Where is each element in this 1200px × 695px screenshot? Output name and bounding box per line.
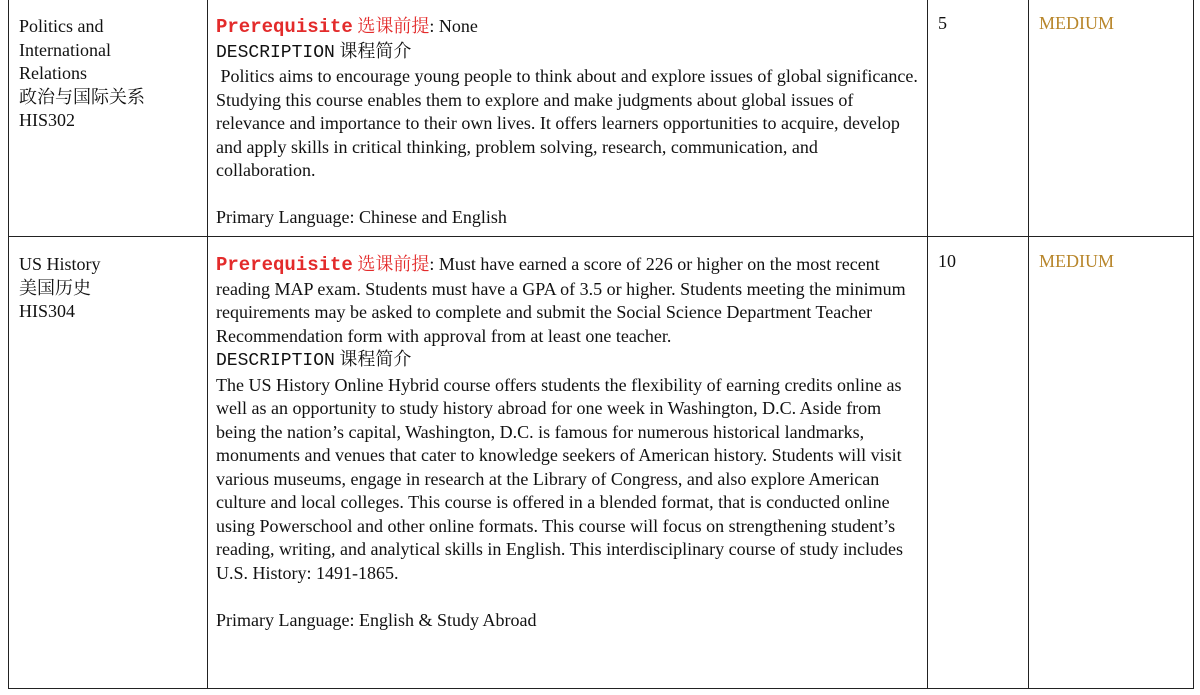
description-text: The US History Online Hybrid course offers students the flexibility of earning credits online as well as an opportunity to study history abroad for one week in Washington, D.C. Aside from being the nation’s capital, Washington, D.C. is famous for numerous historical landmarks, monuments and venues that cater to knowledge seekers of American history. Students will visit various museums, engage in research at the Library of Congress, and also explore American culture and local colleges. This course is offered in a blended format, that is conducted online using Powerschool and other online formats. This course will focus on strengthening student’s reading, writing, and analytical skills in English. This interdisciplinary course of study includes U.S. History: 1491-1865. xyxy=(216,374,904,583)
primary-language: Primary Language: English & Study Abroad xyxy=(216,609,537,630)
credits-cell: 10 xyxy=(928,237,1029,689)
course-name-cell xyxy=(9,0,208,237)
description-heading xyxy=(216,40,921,66)
description-label: DESCRIPTION xyxy=(216,42,335,63)
description-text: Politics aims to encourage young people to think about and explore issues of global significance. Studying this course enables them to explore and make judgments about global issues of relevance and importance to their own lives. It offers learners opportunities to acquire, develop and apply skills in critical thinking, problem solving, research, communication, and collaboration. xyxy=(216,66,923,180)
course-table xyxy=(8,0,1194,689)
table-row xyxy=(9,0,1194,237)
prerequisite-label-cn: 选课前提 xyxy=(357,16,430,36)
course-name-cn: 政治与国际关系 xyxy=(19,86,145,107)
description-label: DESCRIPTION xyxy=(216,351,335,371)
difficulty-level: MEDIUM xyxy=(1029,0,1194,237)
description-heading xyxy=(216,348,921,374)
description-label-cn: 课程简介 xyxy=(334,40,412,61)
course-name-cell xyxy=(9,237,208,689)
prerequisite-line xyxy=(216,253,921,348)
course-code: HIS304 xyxy=(19,301,76,321)
credits-cell: 5 xyxy=(928,0,1029,237)
course-name-line: International xyxy=(19,39,111,60)
course-code: HIS302 xyxy=(19,110,76,130)
prerequisite-text: : None xyxy=(429,16,478,36)
course-name-line: US History xyxy=(19,254,101,274)
prerequisite-label: Prerequisite xyxy=(216,254,353,276)
prerequisite-line xyxy=(216,15,921,40)
course-name-cn: 美国历史 xyxy=(19,277,91,298)
difficulty-level: MEDIUM xyxy=(1029,237,1194,689)
primary-language: Primary Language: Chinese and English xyxy=(216,207,507,227)
prerequisite-label: Prerequisite xyxy=(216,16,353,38)
table-row xyxy=(9,237,1194,689)
description-label-cn: 课程简介 xyxy=(334,349,412,369)
course-name-line: Politics and xyxy=(19,16,104,36)
course-description-cell xyxy=(208,237,928,689)
course-name-line: Relations xyxy=(19,63,87,83)
prerequisite-text: : Must have earned a score of 226 or higher on the most recent reading MAP exam. Students must have a GPA of 3.5 or higher. Students meeting the minimum requirements may be asked to complete and submit the Social Science Department Teacher Recommendation form with approval from at least one teacher. xyxy=(216,254,906,346)
prerequisite-label-cn: 选课前提 xyxy=(357,254,430,274)
course-description-cell xyxy=(208,0,928,237)
